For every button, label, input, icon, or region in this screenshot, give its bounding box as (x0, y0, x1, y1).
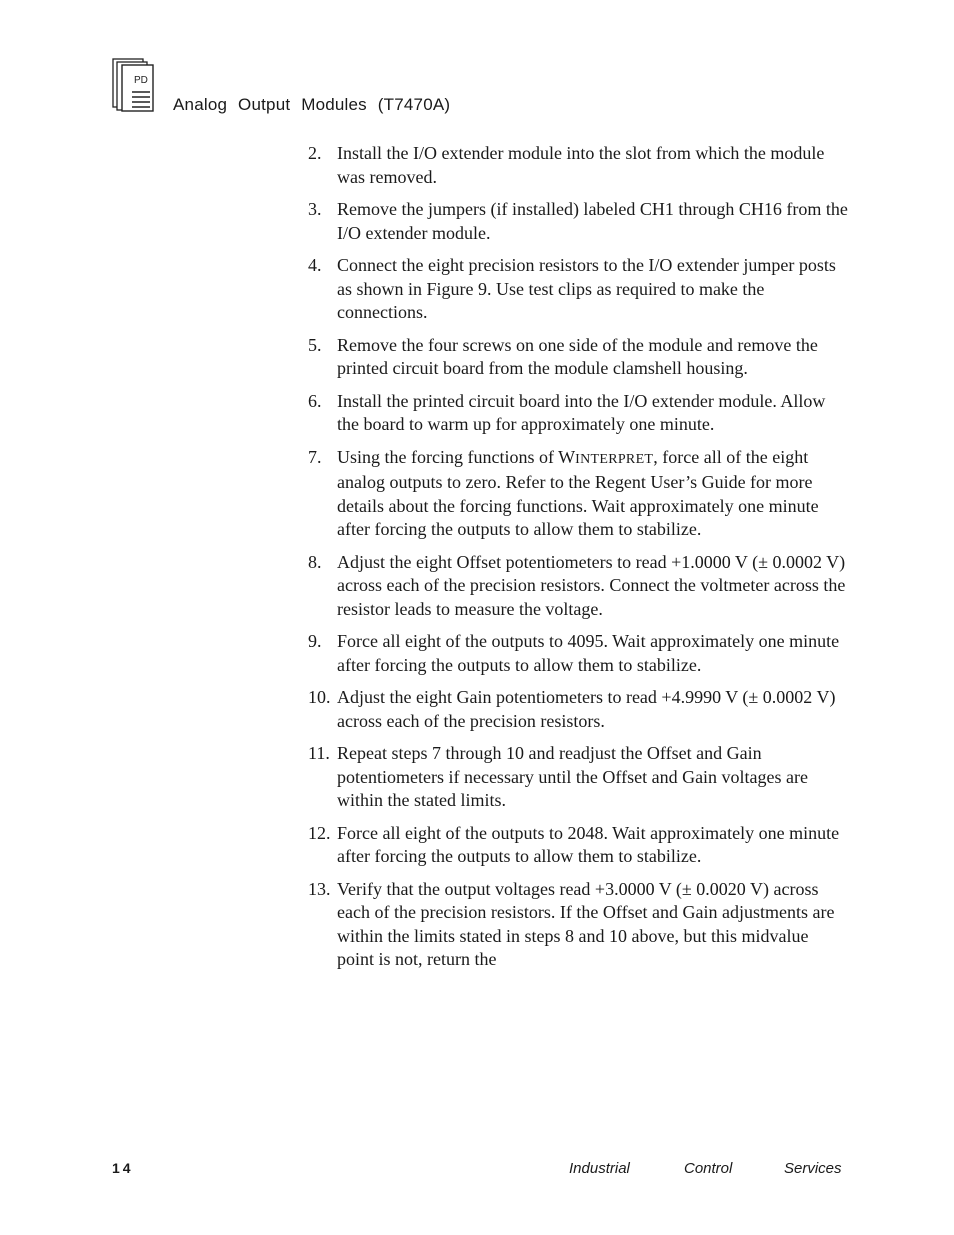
step-text: Install the printed circuit board into the I/O extender module. Allow the board to warm up for approximately one minute. (337, 390, 826, 434)
step-item (308, 198, 848, 245)
step-item (308, 334, 848, 381)
step-item (308, 686, 848, 733)
step-text: Adjust the eight Offset potentiometers to read +1.0000 V (± 0.0002 V) across each of the precision resistors. Connect the voltmeter across the resistor leads to measure the voltage. (337, 551, 846, 619)
step-number: 2. (308, 143, 322, 163)
step-text (337, 446, 848, 542)
software-name-smallcaps: INTERPRET (575, 451, 654, 467)
footer-brand-industrial: Industrial (569, 1160, 630, 1177)
step-text-part: Using the forcing functions of W (337, 446, 576, 467)
step-item (308, 742, 848, 813)
step-number: 13. (308, 878, 331, 899)
procedure-steps (308, 142, 848, 981)
step-text: Connect the eight precision resistors to the I/O extender jumper posts as shown in Figure 9. Use test clips as required to make the connections. (337, 255, 836, 322)
step-item (308, 822, 848, 869)
step-item (308, 551, 848, 622)
step-item (308, 254, 848, 325)
step-text: Remove the jumpers (if installed) labeled CH1 through CH16 from the I/O extender module. (337, 199, 848, 243)
step-item (308, 142, 848, 189)
step-text: Force all eight of the outputs to 2048. Wait approximately one minute after forcing the outputs to allow them to stabilize. (337, 822, 840, 866)
step-number: 6. (308, 390, 322, 411)
footer-brand-control: Control (684, 1160, 733, 1177)
step-number: 5. (308, 334, 322, 355)
pd-logo-text: PD (134, 75, 148, 86)
step-text: Force all eight of the outputs to 4095. Wait approximately one minute after forcing the outputs to allow them to stabilize. (337, 631, 840, 675)
step-text: Install the I/O extender module into the slot from which the module was removed. (337, 143, 825, 187)
step-number: 11. (308, 743, 330, 763)
step-item (308, 630, 848, 677)
page-number: 14 (112, 1160, 134, 1176)
step-text: Verify that the output voltages read +3.0000 V (± 0.0020 V) across each of the precision resistors. If the Offset and Gain adjustments are within the limits stated in steps 8 and 10 above, but this midvalue point is not, return the (337, 878, 835, 969)
step-number: 3. (308, 199, 322, 219)
step-item (308, 390, 848, 437)
step-text: Remove the four screws on one side of the module and remove the printed circuit board from the module clamshell housing. (337, 334, 818, 378)
page-header-title: Analog Output Modules (T7470A) (173, 95, 451, 114)
step-item (308, 446, 848, 542)
step-number: 4. (308, 255, 322, 275)
step-number: 10. (308, 687, 331, 707)
footer-brand-services: Services (784, 1160, 842, 1177)
step-number: 8. (308, 551, 322, 572)
step-number: 7. (308, 446, 322, 467)
pd-document-icon (112, 58, 156, 112)
step-number: 9. (308, 631, 322, 651)
step-item (308, 878, 848, 972)
step-text: Adjust the eight Gain potentiometers to read +4.9990 V (± 0.0002 V) across each of the precision resistors. (337, 687, 836, 731)
step-number: 12. (308, 822, 331, 843)
step-text: Repeat steps 7 through 10 and readjust the Offset and Gain potentiometers if necessary until the Offset and Gain voltages are within the stated limits. (337, 743, 809, 810)
step-text-part: , force all of the eight analog outputs to zero. Refer to the Regent User’s Guide for more details about the forcing functions. Wait approximately one minute after forcing the outputs to allow them to stabilize. (337, 446, 819, 539)
